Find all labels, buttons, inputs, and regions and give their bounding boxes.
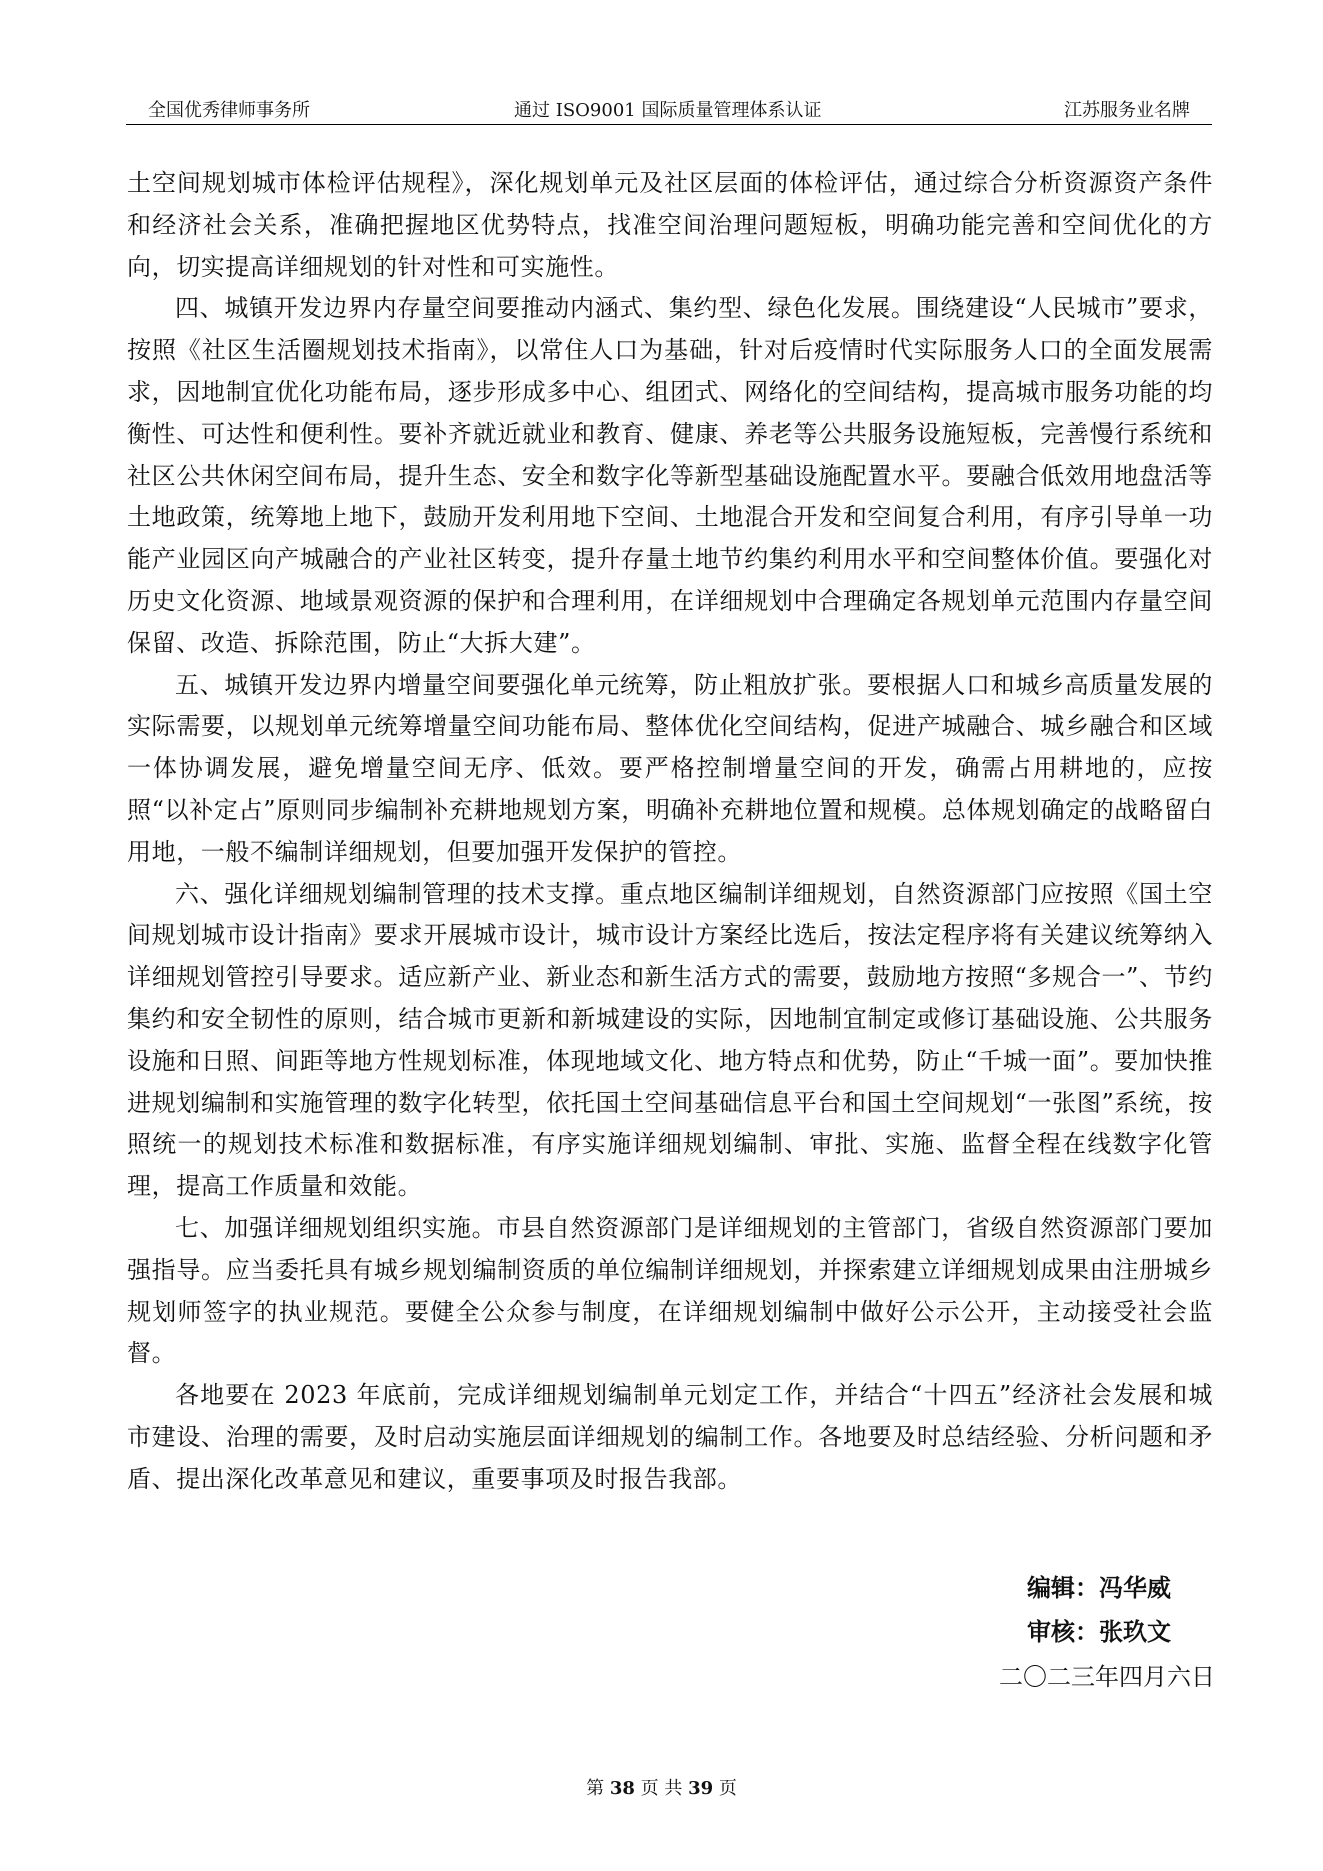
footer-suffix: 页 bbox=[718, 1778, 737, 1799]
total-page-number: 39 bbox=[688, 1778, 714, 1799]
editor-signature: 编辑：冯华威 bbox=[1027, 1573, 1171, 1602]
paragraph-item-seven: 七、加强详细规划组织实施。市县自然资源部门是详细规划的主管部门，省级自然资源部门要加强指导。应当委托具有城乡规划编制资质的单位编制详细规划，并探索建立详细规划成果由注册城乡规划师签字的执业规范。要健全公众参与制度，在详细规划编制中做好公示公开，主动接受社会监督。 bbox=[127, 1213, 1213, 1368]
paragraph-closing: 各地要在 2023 年底前，完成详细规划编制单元划定工作，并结合“十四五”经济社会发展和城市建设、治理的需要，及时启动实施层面详细规划的编制工作。各地要及时总结经验、分析问题和矛盾、提出深化改革意见和建议，重要事项及时报告我部。 bbox=[127, 1381, 1213, 1493]
paragraph-item-four: 四、城镇开发边界内存量空间要推动内涵式、集约型、绿色化发展。围绕建设“人民城市”要求，按照《社区生活圈规划技术指南》，以常住人口为基础，针对后疫情时代实际服务人口的全面发展需求，因地制宜优化功能布局，逐步形成多中心、组团式、网络化的空间结构，提高城市服务功能的均衡性、可达性和便利性。要补齐就近就业和教育、健康、养老等公共服务设施短板，完善慢行系统和社区公共休闲空间布局，提升生态、安全和数字化等新型基础设施配置水平。要融合低效用地盘活等土地政策，统筹地上地下，鼓励开发利用地下空间、土地混合开发和空间复合利用，有序引导单一功能产业园区向产城融合的产业社区转变，提升存量土地节约集约利用水平和空间整体价值。要强化对历史文化资源、地域景观资源的保护和合理利用，在详细规划中合理确定各规划单元范围内存量空间保留、改造、拆除范围，防止“大拆大建”。 bbox=[127, 294, 1213, 657]
footer-middle: 页 共 bbox=[640, 1778, 683, 1799]
paragraph-continuation: 土空间规划城市体检评估规程》，深化规划单元及社区层面的体检评估，通过综合分析资源资产条件和经济社会关系，准确把握地区优势特点，找准空间治理问题短板，明确功能完善和空间优化的方向，切实提高详细规划的针对性和可实施性。 bbox=[127, 169, 1213, 281]
reviewer-signature: 审核：张玖文 bbox=[1027, 1617, 1171, 1646]
paragraph-item-six: 六、强化详细规划编制管理的技术支撑。重点地区编制详细规划，自然资源部门应按照《国土空间规划城市设计指南》要求开展城市设计，城市设计方案经比选后，按法定程序将有关建议统筹纳入详细规划管控引导要求。适应新产业、新业态和新生活方式的需要，鼓励地方按照“多规合一”、节约集约和安全韧性的原则，结合城市更新和新城建设的实际，因地制宜制定或修订基础设施、公共服务设施和日照、间距等地方性规划标准，体现地域文化、地方特点和优势，防止“千城一面”。要加快推进规划编制和实施管理的数字化转型，依托国土空间基础信息平台和国土空间规划“一张图”系统，按照统一的规划技术标准和数据标准，有序实施详细规划编制、审批、实施、监督全程在线数字化管理，提高工作质量和效能。 bbox=[127, 879, 1213, 1201]
document-body bbox=[127, 163, 1213, 1501]
header-right-text: 江苏服务业名牌 bbox=[1064, 100, 1190, 121]
issue-date: 二〇二三年四月六日 bbox=[999, 1663, 1215, 1691]
header-center-text: 通过 ISO9001 国际质量管理体系认证 bbox=[514, 100, 822, 121]
current-page-number: 38 bbox=[609, 1778, 635, 1799]
page-header bbox=[126, 92, 1212, 125]
paragraph-item-five: 五、城镇开发边界内增量空间要强化单元统筹，防止粗放扩张。要根据人口和城乡高质量发展的实际需要，以规划单元统筹增量空间功能布局、整体优化空间结构，促进产城融合、城乡融合和区域一体协调发展，避免增量空间无序、低效。要严格控制增量空间的开发，确需占用耕地的，应按照“以补定占”原则同步编制补充耕地规划方案，明确补充耕地位置和规模。总体规划确定的战略留白用地，一般不编制详细规划，但要加强开发保护的管控。 bbox=[127, 670, 1213, 866]
footer-prefix: 第 bbox=[586, 1778, 605, 1799]
page-footer bbox=[0, 1774, 1323, 1800]
header-left-text: 全国优秀律师事务所 bbox=[148, 100, 310, 121]
